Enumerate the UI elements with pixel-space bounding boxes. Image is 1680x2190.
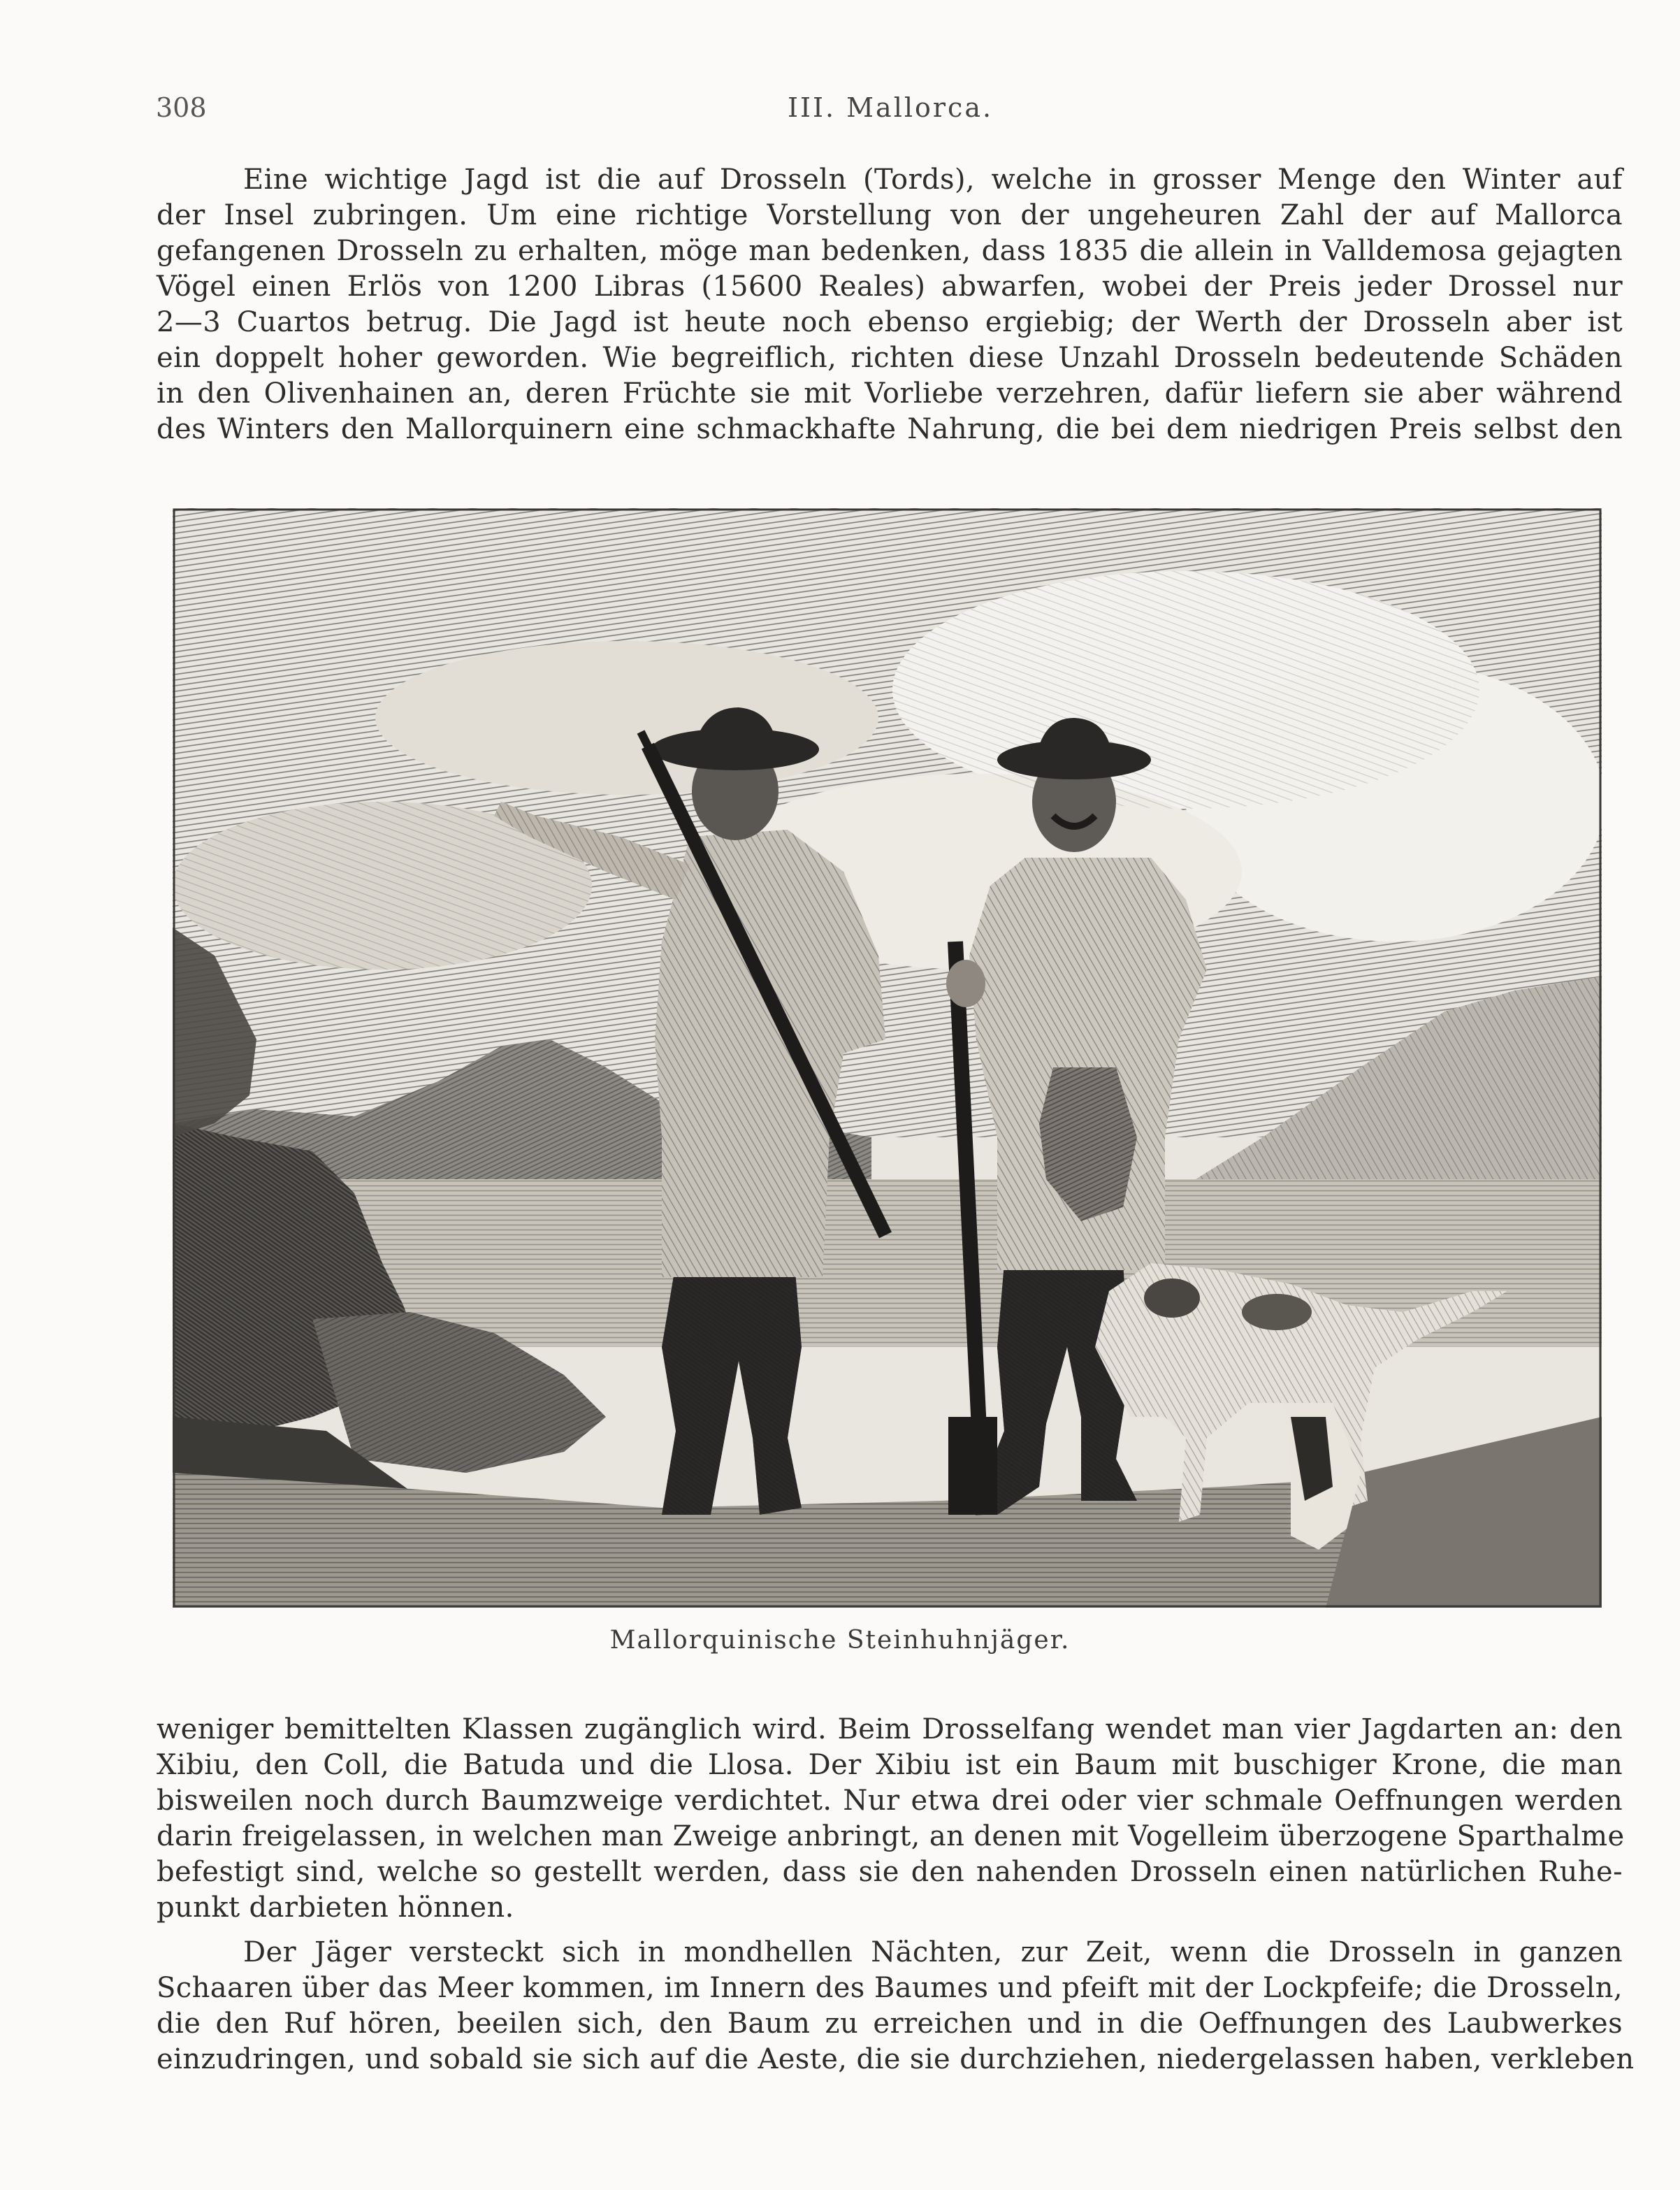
paragraph-1-line: ein doppelt hoher geworden. Wie begreiflich, richten diese Unzahl Drosseln bedeutende Schäden: [157, 342, 1623, 374]
paragraph-2-line: weniger bemittelten Klassen zugänglich wird. Beim Drosselfang wendet man vier Jagdarten an: den: [157, 1713, 1623, 1745]
paragraph-1: [157, 162, 1623, 447]
paragraph-1-line: des Winters den Mallorquinern eine schmackhafte Nahrung, die bei dem niedrigen Preis selbst den: [157, 413, 1623, 445]
paragraph-1-line: gefangenen Drosseln zu erhalten, möge man bedenken, dass 1835 die allein in Valldemosa gejagten: [157, 235, 1623, 267]
page-header: [156, 92, 1625, 134]
paragraph-3-line: einzudringen, und sobald sie sich auf die Aeste, die sie durchziehen, niedergelassen haben, verkleben: [157, 2043, 1635, 2075]
paragraph-1-line: in den Olivenhainen an, deren Früchte sie mit Vorliebe verzehren, dafür liefern sie aber während: [157, 377, 1623, 410]
paragraph-2-line: befestigt sind, welche so gestellt werden, dass sie den nahenden Drosseln einen natürlichen Ruhe-: [157, 1856, 1623, 1888]
figure-caption: Mallorquinische Steinhuhnjäger.: [609, 1626, 1071, 1655]
paragraph-2-line: darin freigelassen, in welchen man Zweige anbringt, an denen mit Vogelleim überzogene Sparthalme: [157, 1820, 1625, 1852]
paragraph-2-line: bisweilen noch durch Baumzweige verdichtet. Nur etwa drei oder vier schmale Oeffnungen werden: [157, 1785, 1623, 1817]
paragraph-1-line: 2—3 Cuartos betrug. Die Jagd ist heute noch ebenso ergiebig; der Werth der Drosseln aber ist: [157, 306, 1623, 338]
paragraph-3: [157, 1935, 1635, 2077]
paragraph-2-line: punkt darbieten hönnen.: [157, 1892, 514, 1924]
paragraph-2: [157, 1712, 1623, 1926]
paragraph-1-line: Vögel einen Erlös von 1200 Libras (15600 Reales) abwarfen, wobei der Preis jeder Drossel nur: [157, 271, 1623, 303]
paragraph-2-line: Xibiu, den Coll, die Batuda und die Llosa. Der Xibiu ist ein Baum mit buschiger Krone, die man: [157, 1749, 1623, 1781]
engraving-illustration: [173, 508, 1602, 1608]
paragraph-3-line: Der Jäger versteckt sich in mondhellen Nächten, zur Zeit, wenn die Drosseln in ganzen: [243, 1936, 1623, 1968]
paragraph-1-line: Eine wichtige Jagd ist die auf Drosseln (Tords), welche in grosser Menge den Winter auf: [243, 164, 1623, 196]
paragraph-3-line: die den Ruf hören, beeilen sich, den Baum zu erreichen und in die Oeffnungen des Laubwerkes: [157, 2008, 1623, 2040]
page-number: 308: [156, 92, 207, 123]
paragraph-3-line: Schaaren über das Meer kommen, im Innern des Baumes und pfeift mit der Lockpfeife; die Drosseln,: [157, 1972, 1623, 2004]
running-head: III. Mallorca.: [787, 92, 994, 123]
paragraph-1-line: der Insel zubringen. Um eine richtige Vorstellung von der ungeheuren Zahl der auf Mallorca: [157, 199, 1623, 231]
